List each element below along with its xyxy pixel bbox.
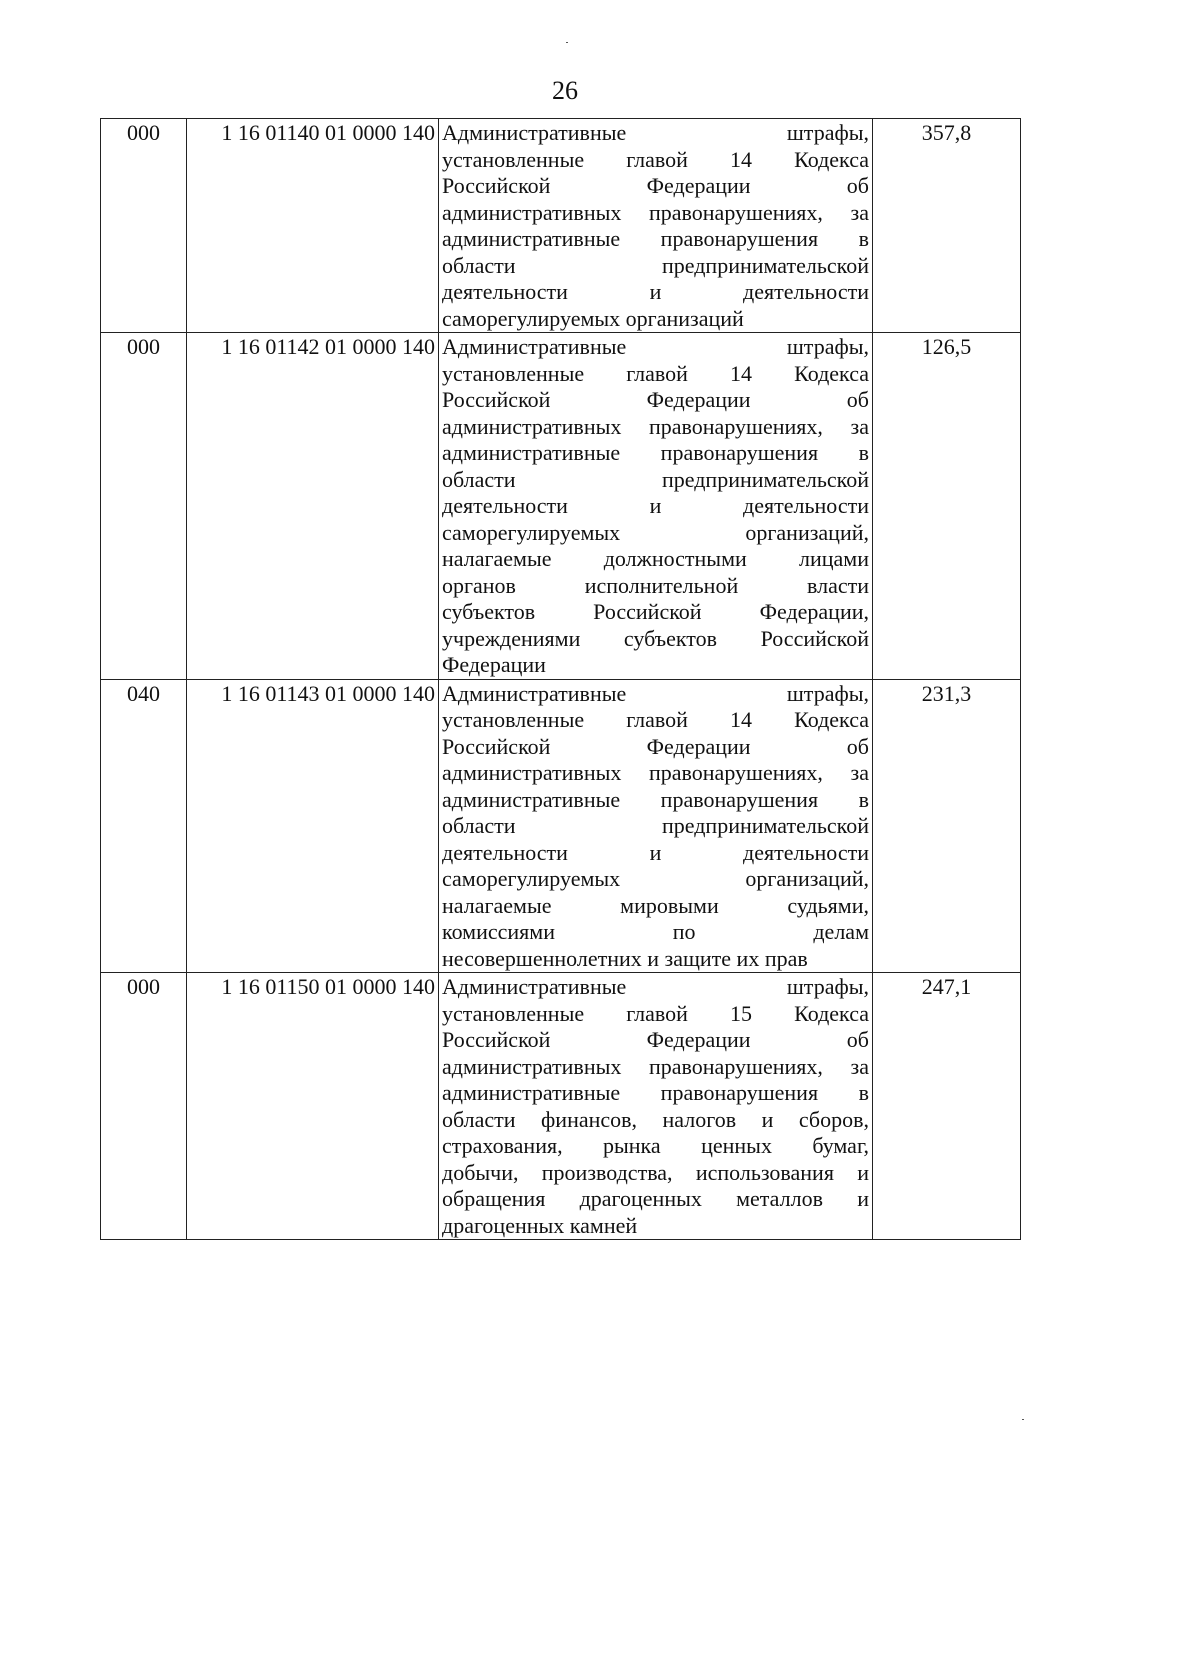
revenue-name-cell [439,679,873,973]
page-number: 26 [552,76,578,105]
revenue-name-line: несовершеннолетних и защите их прав [442,945,808,971]
revenue-name-line: учреждениями субъектов Российской [442,625,869,651]
revenue-name-line: административные правонарушения в [442,440,869,465]
revenue-table-body [101,119,1021,1240]
revenue-name-line: области предпринимательской [442,466,869,492]
revenue-name-line: Федерации [442,652,546,677]
revenue-name-line: области предпринимательской [442,252,869,278]
scan-speck [1022,1419,1024,1420]
kbk-code-cell: 1 16 01143 01 0000 140 [187,679,439,973]
revenue-name-line: административных правонарушениях, за [442,413,869,439]
revenue-name-line: Российской Федерации об [442,173,869,198]
revenue-name-line: установленные главой 14 Кодекса [442,707,869,732]
table-row [101,973,1021,1240]
admin-code-cell: 000 [101,119,187,333]
revenue-name-line: административных правонарушениях, за [442,199,869,225]
revenue-name-cell [439,333,873,680]
scan-speck [566,42,568,43]
admin-code-cell: 000 [101,973,187,1240]
revenue-name-line: Российской Федерации об [442,387,869,412]
table-row [101,119,1021,333]
revenue-name-line: установленные главой 15 Кодекса [442,1000,869,1026]
revenue-name-line: налагаемые должностными лицами [442,546,869,571]
revenue-name-line: добычи, производства, использования и [442,1159,869,1185]
revenue-name-line: саморегулируемых организаций [442,305,744,331]
revenue-name-line: органов исполнительной власти [442,572,869,598]
revenue-name-line: административные правонарушения в [442,1080,869,1105]
revenue-name-line: административные правонарушения в [442,786,869,812]
amount-cell: 357,8 [873,119,1021,333]
revenue-name-cell [439,119,873,333]
table-row [101,333,1021,680]
kbk-code-cell: 1 16 01140 01 0000 140 [187,119,439,333]
revenue-name-line: субъектов Российской Федерации, [442,599,869,624]
revenue-table [100,118,1021,1240]
revenue-name-line: Административные штрафы, [442,334,869,359]
revenue-name-line: саморегулируемых организаций, [442,866,869,891]
revenue-name-line: деятельности и деятельности [442,839,869,865]
revenue-name-line: установленные главой 14 Кодекса [442,146,869,172]
table-row [101,679,1021,973]
revenue-name-cell [439,973,873,1240]
revenue-name-line: Российской Федерации об [442,1027,869,1052]
revenue-name-line: Российской Федерации об [442,733,869,759]
revenue-name-line: административных правонарушениях, за [442,1053,869,1079]
revenue-name-line: саморегулируемых организаций, [442,519,869,545]
revenue-name-line: административных правонарушениях, за [442,760,869,785]
revenue-name-line: деятельности и деятельности [442,279,869,304]
revenue-name-line: Административные штрафы, [442,120,869,145]
admin-code-cell: 000 [101,333,187,680]
amount-cell: 247,1 [873,973,1021,1240]
amount-cell: 126,5 [873,333,1021,680]
amount-cell: 231,3 [873,679,1021,973]
admin-code-cell: 040 [101,679,187,973]
revenue-name-line: области предпринимательской [442,813,869,838]
revenue-name-line: налагаемые мировыми судьями, [442,892,869,918]
revenue-name-line: области финансов, налогов и сборов, [442,1106,869,1132]
revenue-name-line: деятельности и деятельности [442,493,869,518]
kbk-code-cell: 1 16 01150 01 0000 140 [187,973,439,1240]
revenue-name-line: Административные штрафы, [442,974,869,999]
revenue-name-line: Административные штрафы, [442,680,869,706]
revenue-name-line: административные правонарушения в [442,226,869,251]
revenue-name-line: комиссиями по делам [442,919,869,944]
kbk-code-cell: 1 16 01142 01 0000 140 [187,333,439,680]
revenue-name-line: страхования, рынка ценных бумаг, [442,1133,869,1158]
revenue-name-line: драгоценных камней [442,1212,638,1238]
revenue-name-line: установленные главой 14 Кодекса [442,360,869,386]
revenue-name-line: обращения драгоценных металлов и [442,1186,869,1211]
